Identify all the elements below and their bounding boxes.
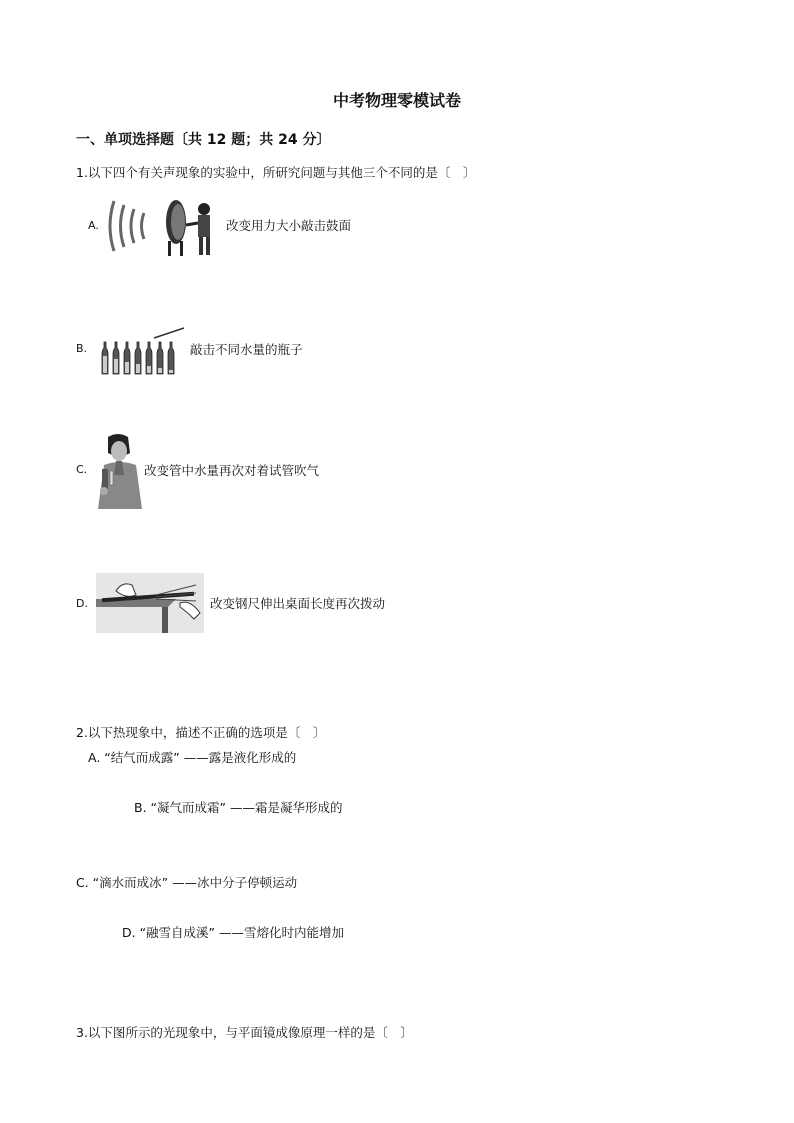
question-1-stem: 1.以下四个有关声现象的实验中，所研究问题与其他三个不同的是〔 〕	[76, 165, 476, 180]
q1-option-b-text: 敲击不同水量的瓶子	[190, 342, 303, 357]
drum-figure	[104, 195, 218, 257]
q2-option-c: C. “滴水而成冰” ——冰中分子停顿运动	[76, 875, 298, 890]
q2-option-a: A. “结气而成露” ——露是液化形成的	[88, 750, 297, 765]
girl-blowing-figure	[94, 431, 144, 509]
q1-option-b-letter: B.	[76, 342, 88, 355]
section-heading: 一、单项选择题〔共 12 题；共 24 分〕	[76, 132, 331, 148]
q1-option-a-text: 改变用力大小敲击鼓面	[226, 218, 352, 233]
ruler-figure	[96, 573, 204, 633]
q1-option-c-letter: C.	[76, 463, 88, 476]
question-3-stem: 3.以下图所示的光现象中，与平面镜成像原理一样的是〔 〕	[76, 1025, 413, 1040]
bottles-figure	[96, 326, 186, 376]
q1-option-d-text: 改变钢尺伸出桌面长度再次拨动	[210, 596, 386, 611]
q1-option-a-letter: A.	[88, 219, 99, 232]
q2-option-b: B. “凝气而成霜” ——霜是凝华形成的	[134, 800, 343, 815]
page-title: 中考物理零模试卷	[332, 91, 461, 110]
q2-option-d: D. “融雪自成溪” ——雪熔化时内能增加	[122, 925, 344, 940]
q1-option-c-text: 改变管中水量再次对着试管吹气	[144, 463, 320, 478]
question-2-stem: 2.以下热现象中，描述不正确的选项是〔 〕	[76, 725, 326, 740]
q1-option-d-letter: D.	[76, 597, 88, 610]
